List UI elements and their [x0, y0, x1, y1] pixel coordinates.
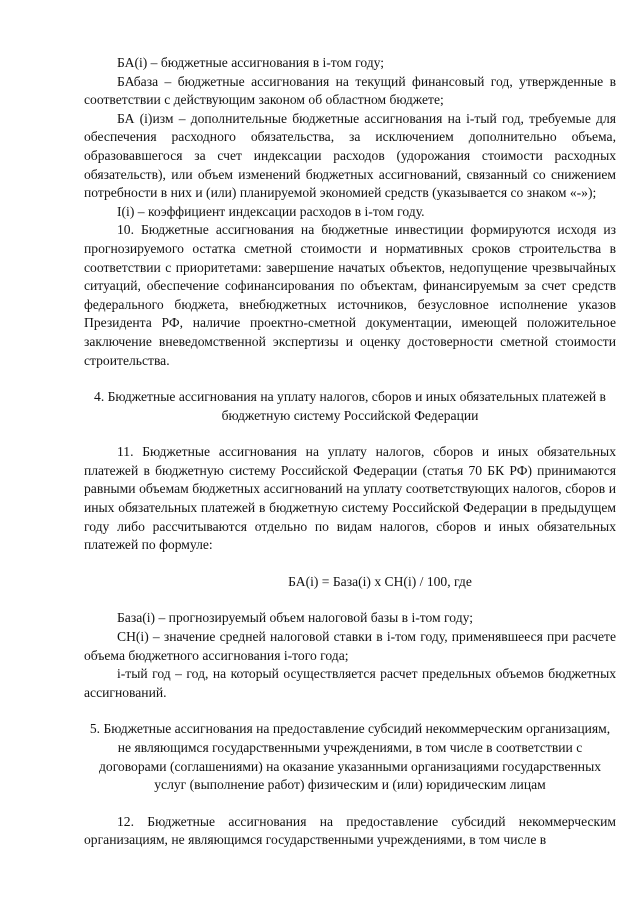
spacer	[84, 702, 616, 720]
paragraph-ba-i: БА(i) – бюджетные ассигнования в i-том году;	[117, 55, 385, 70]
section-heading-5: 5. Бюджетные ассигнования на предоставление субсидий некоммерческим организациям, не являющимся государственными учреждениями, в том числе в соответствии с договорами (соглашениями) на оказание указанными организациями государственных услуг (выполнение работ) физическим и (или) юридическим лицам	[89, 721, 611, 793]
paragraph-item-11: 11. Бюджетные ассигнования на уплату налогов, сборов и иных обязательных платежей в бюджетную систему Российской Федерации (статья 70 БК РФ) принимаются равными объемам бюджетных ассигнований на уплату соответствующих налогов, сборов и иных обязательных платежей в бюджетную систему Российской Федерации в предыдущем году либо рассчитываются отдельно по видам налогов, сборов и иных обязательных платежей по формуле:	[84, 444, 616, 553]
spacer	[84, 370, 616, 388]
paragraph-item-12: 12. Бюджетные ассигнования на предоставление субсидий некоммерческим организациям, не являющимся государственными учреждениями, в том числе в	[84, 813, 616, 848]
paragraph-index-coefficient: I(i) – коэффициент индексации расходов в i-том году.	[117, 203, 425, 219]
paragraph-i-year: i-тый год – год, на который осуществляется расчет предельных объемов бюджетных ассигнований.	[84, 666, 616, 700]
paragraph-tax-base: База(i) – прогнозируемый объем налоговой базы в i-том году;	[117, 610, 474, 626]
paragraph-tax-rate: СН(i) – значение средней налоговой ставки в i-том году, применявшееся при расчете объема бюджетного ассигнования i-того года;	[84, 629, 616, 663]
section-heading-4: 4. Бюджетные ассигнования на уплату налогов, сборов и иных обязательных платежей в бюджетную систему Российской Федерации	[94, 389, 606, 423]
paragraph-ba-base: БАбаза – бюджетные ассигнования на текущий финансовый год, утвержденные в соответствии с действующим законом об областном бюджете;	[84, 73, 616, 108]
paragraph-ba-change: БА (i)изм – дополнительные бюджетные ассигнования на i-тый год, требуемые для обеспечения расходного обязательства, за исключением дополнительно объема, образовавшегося за счет индексации расходов (удорожания стоимости расходных обязательств), или объем изменений бюджетных ассигнований, связанный со снижением потребности в них и (или) планируемой экономией средств (указывается со знаком «-»);	[84, 110, 616, 201]
document-page	[84, 54, 616, 850]
formula: БА(i) = База(i) x СН(i) / 100, где	[288, 573, 472, 589]
spacer	[84, 795, 616, 813]
paragraph-item-10: 10. Бюджетные ассигнования на бюджетные инвестиции формируются исходя из прогнозируемого остатка сметной стоимости и нормативных сроков строительства в соответствии с приоритетами: завершение начатых объектов, недопущение чрезвычайных ситуаций, обеспечение софинансирования по объектам, финансируемым за счет средств федерального бюджета, внебюджетных источников, безусловное исполнение указов Президента РФ, наличие проектно-сметной документации, имеющей положительное заключение вневедомственной экспертизы и оценку достоверности сметной стоимости строительства.	[84, 222, 616, 368]
spacer	[84, 425, 616, 443]
spacer	[84, 555, 616, 573]
spacer	[84, 591, 616, 609]
